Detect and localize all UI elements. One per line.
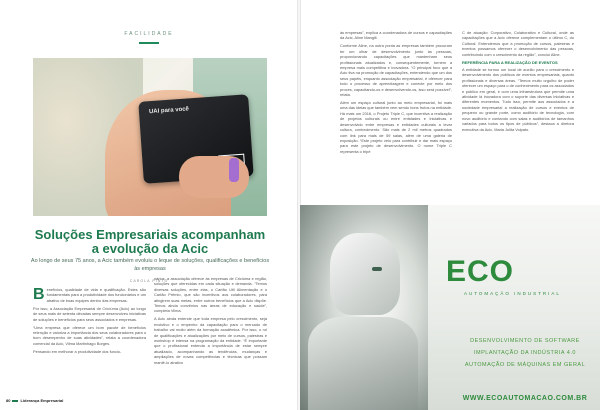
robot-head: [330, 233, 400, 315]
card-text: UAI para você: [148, 106, 190, 116]
paragraph: C de atuação: Corporativo, Colaborativo e Cultural, onde as capacitações que a Acic oferece complementam o último C, do Cultural. Entendemos que a promoção de cursos, palestras e eventos possamos oferecer o desenvolvimento das pessoas, contribuindo com o crescimento da região”, concluí Aline.: [462, 30, 574, 57]
robot-eye: [372, 267, 382, 271]
paragraph: Conforme Aline, na outra ponta as empresas também procuram ter um olhar de desenvolvimento junto às pessoas, proporcionando capacitações que mantenham seus profissionais atualizados e, consequentemente, tornem a empresa mais competitiva e inovadora. “O principal foco que a Acic tiva na promoção de capacitações, entendendo que um dos seus papéis, enquanto associação empresarial, é oferecer para todo o processo de aprendizagem e conecte por meio dos proces, capacitando-os e desenvolvendo-os, isso será possível”, relata.: [340, 43, 452, 98]
article-column-1: [33, 287, 146, 397]
paragraph: nários, a associação oferece às empresas de Criciúma e região, soluções que oferecidas em cada situação e demanda. “Temos diversas soluções, entre elas, o Cartão Util Alimentação e o Cartão Prêmio, que são incentivos aos colaboradores, para atingirem suas metas, entre outros benefícios que a Acic dispõe. Temos ainda convênios nas áreas de educação e saúde”, completa Vilma.: [154, 276, 267, 314]
ad-service-line: AUTOMAÇÃO DE MÁQUINAS EM GERAL: [464, 362, 586, 368]
left-page: [0, 0, 298, 410]
advertisement: [300, 205, 600, 410]
article-column-4: [462, 30, 574, 198]
page-number: 80: [6, 398, 11, 403]
drop-cap: B: [33, 287, 45, 303]
robot-image: [300, 205, 428, 410]
paragraph: [33, 287, 146, 303]
magazine-name: Liderança Empresarial: [20, 398, 64, 403]
photo-nails: [229, 158, 239, 182]
section-rule: [139, 42, 159, 44]
article-column-3: [340, 30, 452, 198]
article-headline: Soluções Empresariais acompanham a evolução da Acic: [34, 227, 266, 256]
ad-url: WWW.ECOAUTOMACAO.COM.BR: [462, 395, 588, 402]
article-column-2: [154, 276, 267, 397]
paragraph: Pensando em melhorar a produtividade dos funcio-: [33, 348, 122, 354]
robot-body: [308, 317, 418, 410]
paragraph: Por isso, a Associação Empresarial de Cricíúma (Acic) ao longo de seus mais de setenta décadas sempre desenvolveu iniciativas de soluções e benefícios para seus associados e empresas.: [33, 305, 146, 322]
ad-service-line: DESENVOLVIMENTO DE SOFTWARE: [470, 338, 580, 344]
paragraph: às empresas”, explica a coordenadora de cursos e capacitações da Acic, Aline Mangili.: [340, 30, 452, 41]
paragraph: A entidade se tornou um local de auxílio para o crescimento e desenvolvimento dos públicos de eventos empresariais, quanto profissionais e diversas áreas. “Temos muito orgulho de poder oferecer um espaço para o de conhecimento para os associados e público em geral, e com uma infraestrutura que permite uma atividade lá inovadora com o suporte das diversas iniciativas e diferentes momentos. Tudo isso, permite aos associados e a sociedade empresarial a realização de cursos e eventos de pequeno ou grande porte, como auditório de tecnologia, com novo auditório e contando com salas e auditórios de tamanhos variados para todos os tipos de públicos”, destaca a diretora executiva da Acic, Maria Julita Volpato.: [462, 67, 574, 132]
article-subhead: Ao longo de seus 75 anos, a Acic também evoluiu o leque de soluções, qualificações e benefícios às empresas: [30, 258, 270, 272]
paragraph: A Acic ainda entende que toda empresa pelo crescimento, seja evolutivo e o empenho da capacitação para o mercado de trabalho vai muito além da formação acadêmica. Por isso, o rol de qualificações e atualizações por meio de cursos, palestras e workshop é intensa na programação da entidade. “É importante que o profissional entenda a importância de estar sempre atualizado, acompanhando as tendências, mudanças e ampliações de novas competências e técnicas que possam mantê-lo atrativo: [154, 316, 267, 365]
article-photo: [33, 58, 267, 216]
paragraph: Além um espaço cultural junto ao meio empresarial, foi mais uma das ideias que também vem sendo bons frutos na entidade. Há mais um 2016, o Projeto Triple C, que incentiva a realização de projetos culturais ou entre entidades e iniciativas e desenvolvido entre empresas e entidades culturais a levar cultura, conhecimento. São mais de 2 mil metros quadrados com link para mais de 59 salas, além de uma galeria de exposição. “Este projeto veio para contribuir e dar mais espaço para este projeto de desenvolvimento. O nome Triple C representa o tripé: [340, 100, 452, 154]
eco-logo-subtitle: AUTOMAÇÃO INDUSTRIAL: [464, 291, 561, 296]
paragraph-text: enefícios, qualidade de vida e qualificação. Estes são fundamentais para a produtividade dos funcionários e um atrativo de boas equipes dentro das empresas.: [46, 287, 146, 303]
eco-logo-text: ECO: [446, 255, 515, 288]
article-byline: CAROLA PINTO: [129, 279, 169, 283]
eco-logo: [446, 257, 514, 287]
section-label: FACILIDADE: [124, 31, 174, 37]
footer-divider: [12, 400, 18, 401]
section-subheading: REFERÊNCIA PARA A REALIZAÇÃO DE EVENTOS: [462, 59, 558, 65]
paragraph: “Uma empresa que oferece um bom pacote de benefícios retenção e valoriza a importância dos seus colaboradores para o bom desempenho de suas atividades”, relata a coordenadora comercial da Acic, Vilma Martinhago Borges.: [33, 324, 146, 346]
ad-service-line: IMPLANTAÇÃO DA INDÚSTRIA 4.0: [474, 350, 576, 356]
page-footer: [6, 398, 63, 403]
